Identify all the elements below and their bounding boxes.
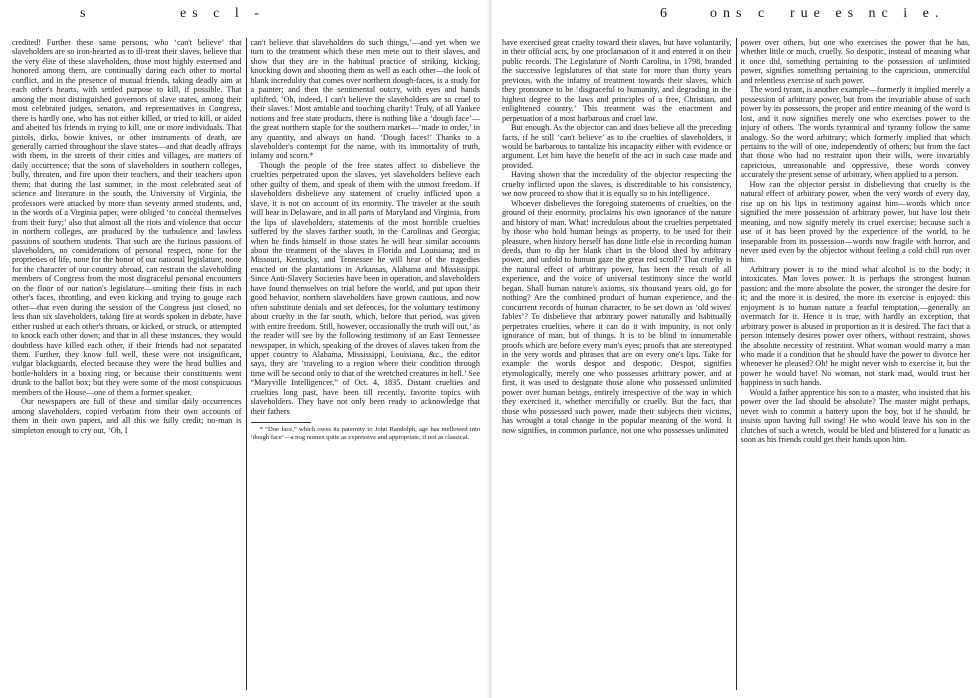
- paragraph: can't believe that slaveholders do such things,’—and yet when we turn to the treatment which these men mete out to their slaves, and show that they are in the habitual practice of striking, kicking, knocking down and shooting them as well as each other—the look of blank incredulity that comes over northern dough-faces, is a study for a painter; and then the sentimental outcry, with eyes and hands uplifted, ‘Oh, indeed, I can't believe the slaveholders are so cruel to their slaves.’ Most amiable and touching charity! Truly, of all Yankee notions and free state products, there is nothing like a ‘dough face’—the great northern staple for the southern market—‘made to order,’ in any quantity, and always on hand. ‘Dough faces!’ Thanks to a slaveholder's contempt for the name, with its immortality of truth, infamy and scorn.*: [250, 38, 480, 161]
- column-rule: [246, 38, 247, 690]
- right-head-word-2: c: [758, 6, 771, 21]
- column-4: [741, 38, 971, 690]
- paragraph: power over others, but one who exercises the power that he has, whether little or much, cruelly. So despotic, instead of meaning what it once did, something pertaining to the possession of unlimited power, signifies something pertaining to the capricious, unmerciful and relentless exercise of such power.: [740, 38, 970, 85]
- left-running-head: [0, 2, 490, 30]
- column-2: [251, 38, 481, 690]
- paragraph: Having shown that the incredulity of the objector respecting the cruelty inflicted upon the slaves, is discreditable to his consistency, we now proceed to show that it is equally so to his intelligence.: [502, 170, 732, 199]
- left-columns: [12, 38, 480, 690]
- footnote: * “Doe face,” which owes its paternity to John Randolph, age has mellowed into ‘dough face’—a nog nomen quite as expressive and appropriate, if not as classical.: [250, 426, 480, 441]
- right-columns: [502, 38, 970, 690]
- paragraph: Though the people of the free states affect to disbelieve the cruelties perpetrated upon the slaves, yet slaveholders believe each other guilty of them, and speak of them with the utmost freedom. If slaveholders disbelieve any statement of cruelty inflicted upon a slave, it is not on account of its enormity. The traveler at the south will hear in Delaware, and in all parts of Maryland and Virginia, from the lips of slaveholders, statements of the most horrible cruelties suffered by the slaves farther south, in the Carolinas and Georgia; when he finds himself in those states he will hear similar accounts about the treatment of the slaves in Florida and Louisiana; and in Missouri, Kentucky, and Tennessee he will hear of the tragedies enacted on the plantations in Arkansas, Alabama and Mississippi. Since Anti-Slavery Societies have been in operation, and slaveholders have found themselves on trial before the world, and put upon their good behavior, northern slaveholders have grown cautious, and now often substitute denials and set defences, for the voluntary testimony about cruelty in the far south, which, before that period, was given with entire freedom. Still, however, occasionally the truth will out,’ as the reader will see by the following testimony of an East Tennessee newspaper, in which, speaking of the droves of slaves taken from the upper country to Alabama, Mississippi, Louisiana, &c., the editor says, they are ‘traveling to a region where their condition through time will be second only to that of the wretched creatures in hell.’ See “Maryville Intelligencer,” of Oct. 4, 1835. Distant cruelties and cruelties long past, have been till recently, favorite topics with slaveholders. They have not only been ready to acknowledge that their fathers: [250, 160, 480, 416]
- left-page-number: s: [80, 6, 92, 21]
- column-rule: [736, 38, 737, 690]
- column-3: [502, 38, 732, 690]
- paragraph: Would a father apprentice his son to a master, who insisted that his power over the lad should be absolute? The master might perhaps, never wish to commit a battery upon the boy, but if he should, he insists upon having full swing! He who would leave his son in the clutches of such a wretch, would be bled and blistered for a lunatic as soon as his friends could get their hands upon him.: [740, 387, 970, 445]
- right-page: [490, 0, 980, 698]
- paragraph: How can the objector persist in disbelieving that cruelty is the natural effect of arbitrary power, when the very words of every day, rise up on his lips in testimony against him—words which once signified the mere possession of arbitrary power, but have lost their meaning, and now signify merely its cruel exercise; because such a use of it has been proved by the experience of the world, to be inseparable from its possession—words now fragile with horror, and never used even by the objector without feeling a cold chill run over him.: [740, 179, 970, 265]
- right-running-title: rue es nc i e.: [790, 6, 945, 21]
- right-page-number: 6: [660, 6, 673, 21]
- right-running-head: [490, 2, 980, 30]
- paragraph: Whoever disbelieves the foregoing statements of cruelties, on the ground of their enormity, proclaims his own ignorance of the nature and history of man. What! incredulous about the cruelties perpetrated by those who hold human beings as property, to be used for their pleasure, when history herself has done little else in recording human deeds, than to dip her blank chart in the blood shed by arbitrary power, and unfold to human gaze the great red scroll? That cruelty is the natural effect of arbitrary power, has been the result of all experience, and the voice of universal testimony since the world began. Shall human nature's axioms, six thousand years old, go for nothing? Are the combined product of human experience, and the concurrent records of human character, to be set down as ‘old wives' fables’? To disbelieve that arbitrary power naturally and habitually perpetrates cruelties, where it can do it with impunity, is not only ignorance of man, but of things. It is to be blind to innumerable proofs which are before every man's eyes; proofs that are stereotyped in the very words and phrases that are on every one's lips. Take for example the words despot and despotic. Despot, signifies etymologically, merely one who possesses arbitrary power, and at first, it was used to designate those alone who possessed unlimited power over human beings, entirely irrespective of the way in which they exercised it, whether mercifully or cruelly. But the fact, that those who possessed such power, made their subjects their victims, has wrought a total change in the popular meaning of the word. It now signifies, in common parlance, not one who possesses unlimited: [502, 198, 732, 435]
- column-1: [12, 38, 242, 690]
- footnote-divider: [251, 422, 311, 423]
- paragraph: Our newspapers are full of these and similar daily occurrences among slaveholders, copied verbatim from their own accounts of them in their own papers, and all this we fully credit; no-man is simpleton enough to cry out, ‘Oh, I: [12, 397, 242, 435]
- paragraph: have exercised great cruelty toward their slaves, but have voluntarily, in their official acts, by one proclamation of it and entered it on their public records. The Legislature of North Carolina, in 1798, branded the successive legislatures of that state for more than thirty years previous, with the infamy of treatment towards their slaves, which they pronounce to be ‘disgraceful to humanity, and degrading in the highest degree to the laws and principles of a free, Christian, and enlightened country.’ This treatment was the enactment and perpetuation of a most barbarous and cruel law.: [502, 38, 732, 123]
- paragraph: But enough. As the objector can and does believe all the preceding facts, if he still ‘can't believe’ as to the cruelties of slaveholders, it would be barbarous to tantalize his incapacity either with evidence or argument. Let him have the benefit of the act in such case made and provided.: [502, 123, 732, 170]
- paragraph: credited! Further these same persons, who ‘can't believe’ that slaveholders are so iron-hearted as to ill-treat their slaves, believe that the very élite of these slaveholders, those most highly esteemed and honored among them, are continually daring each other to mortal conflict, and in the presence of mutual friends, taking deadly aim at each other's hearts, with settled purpose to kill, if possible. That among the most distinguished governors of slave states, among their most celebrated judges, senators, and representatives in Congress, there is hardly one, who has not either killed, or tried to kill, or aided and abetted his friends in trying to kill, one or more individuals. That pistols, dirks, bowie knives, or other instruments of death, are generally carried throughout the slave states—and that deadly affrays with them, in the streets of their cities and villages, are matters of daily occurrence; that the sons of slaveholders in southern colleges, bully, threaten, and fire upon their teachers, and their teachers upon them; that during the last summer, in the most celebrated seat of science and literature in the south, the University of Virginia, the professors were attacked by more than seventy armed students, and, in the words of a Virginia paper, were obliged ‘to conceal themselves from their fury;’ also that almost all the riots and violence that occur in northern colleges, are produced by the turbulence and lawless passions of southern students. That such are the furious passions of slaveholders, no considerations of personal respect, none for the proprieties of life, none for the honor of our national legislature, none for the character of our country abroad, can restrain the slaveholding members of Congress from the most disgraceful personal encounters on the floor of our nation's legislature—smiting their fists in each other's faces, throttling, and even kicking and trying to gouge each other—that even during the session of the Congress just closed, no less than six slaveholders, taking fire at words spoken in debate, have either rushed at each other's throats, or kicked, or struck, or attempted to knock each other down; and that in all these instances, they would doubtless have killed each other, if their friends had not separated them. Further, they know full well, these were not insignificant, vulgar blackguards, elected because they were the head bullies and bottle-holders in a boxing ring, or because their constituents went drunk to the ballot box; but they were some of the most conspicuous members of the House—one of them a former speaker.: [12, 38, 242, 397]
- paragraph: The word tyrant, is another example—formerly it implied merely a possession of arbitrary power, but from the invariable abuse of such power by its possessors, the proper and entire meaning of the word is lost, and it now signifies merely one who exercises power to the injury of others. The words tyrannical and tyranny follow the same analogy. So the word arbitrary; which formerly implied that which pertains to the will of one, independently of others; but from the fact that those who had no restraint upon their wills, were invariably capricious, unreasonable and oppressive, these words convey accurately the present sense of arbitrary, when applied to a person.: [740, 85, 970, 180]
- paragraph: Arbitrary power is to the mind what alcohol is to the body; it intoxicates. Man loves power. It is perhaps the strongest human passion; and the more absolute the power, the stronger the desire for it; and the more it is desired, the more its exercise is enjoyed: this enjoyment is to human nature a fearful temptation,—generally an overmatch for it. Hence it is true, with hardly an exception, that arbitrary power is abused in proportion as it is desired. The fact that a person intensely desires power over others, without restraint, shows the absolute necessity of restraint. What woman would marry a man who made it a condition that he should have the power to divorce her whenever he pleased? Oh! he might never wish to exercise it, but the power he would have! No woman, not stark mad, would trust her happiness in such hands.: [740, 264, 970, 388]
- right-head-word-1: ons: [710, 6, 748, 21]
- left-running-title: es c l -: [180, 6, 265, 21]
